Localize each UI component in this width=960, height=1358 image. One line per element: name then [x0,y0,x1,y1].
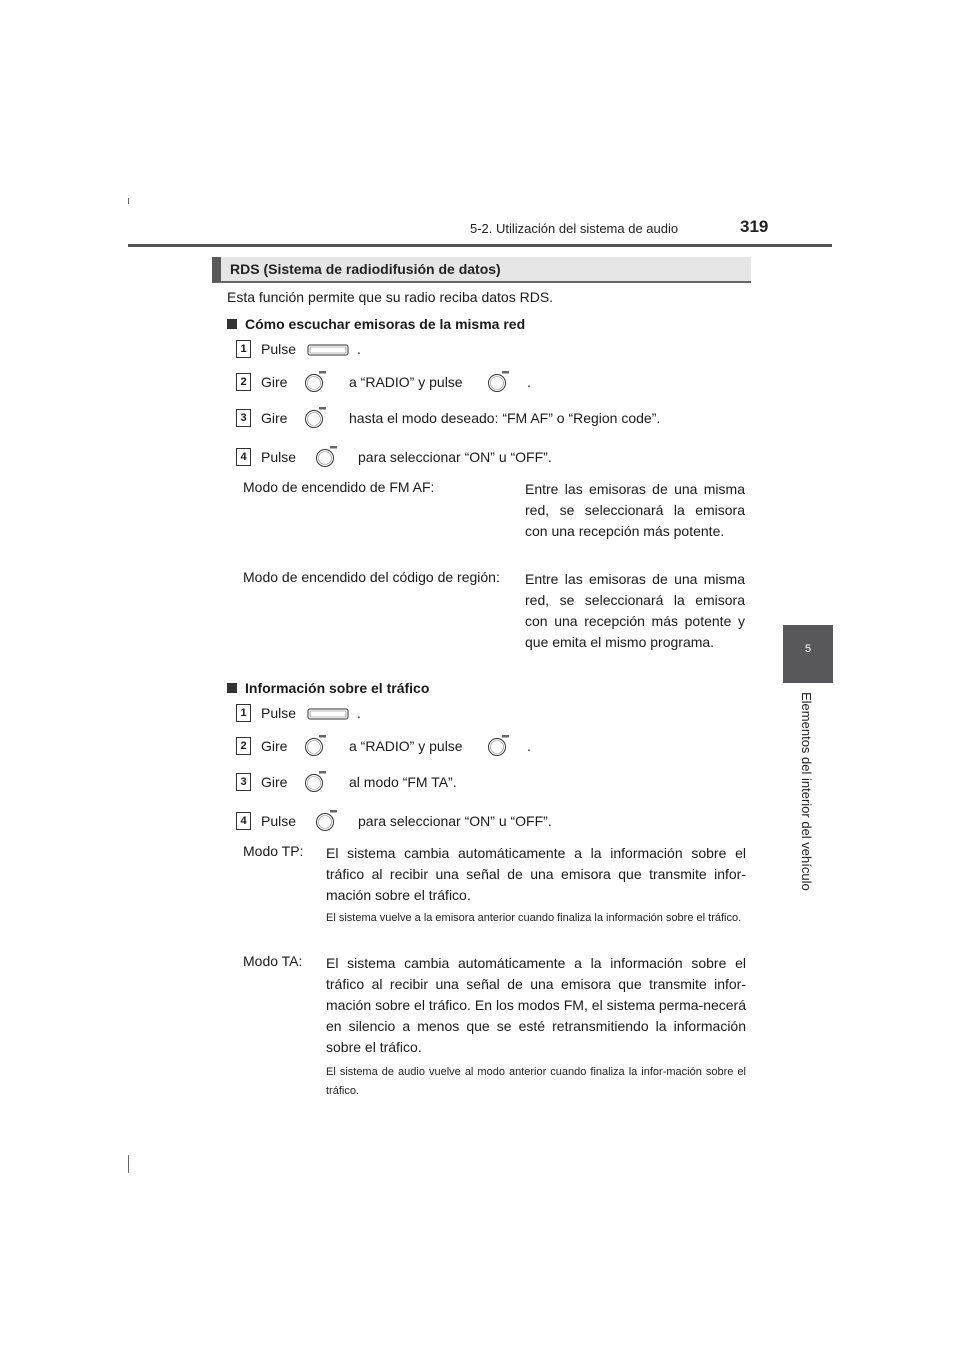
step-text: Gire [261,410,288,426]
step-number: 4 [236,812,251,830]
mode-description: El sistema cambia automáticamente a la información sobre el tráfico al recibir una señal de una emisora que transmite infor-mación sobre el tráfico. [326,845,746,903]
step-item [236,340,756,362]
tune-knob-icon [488,371,510,393]
step-item [236,773,756,795]
step-number: 2 [236,373,251,391]
subsection-title-text: Cómo escuchar emisoras de la misma red [245,316,526,332]
step-text: Gire [261,774,288,790]
step-number: 4 [236,448,251,466]
subsection-title-text: Información sobre el tráfico [245,680,430,696]
square-bullet-icon [227,683,237,693]
chapter-number: 5 [804,643,812,655]
setup-button-icon [307,708,349,720]
crop-mark [128,1155,129,1173]
tune-knob-icon [488,735,510,757]
mode-description: Entre las emisoras de una misma red, se seleccionará la emisora con una recepción más potente y que emita el mismo programa. [525,571,745,650]
chapter-title: Elementos del interior del vehículo [799,692,814,891]
step-text: para seleccionar “ON” u “OFF”. [358,813,552,829]
step-text: al modo “FM TA”. [349,774,457,790]
mode-term: Modo TP: [243,843,304,859]
step-text: Pulse [261,705,297,721]
step-item [236,409,756,431]
subsection-title-network [227,316,525,332]
mode-description: Entre las emisoras de una misma red, se seleccionará la emisora con una recepción más potente. [525,481,745,539]
header-section-title: 5-2. Utilización del sistema de audio [470,221,679,236]
step-text: hasta el modo deseado: “FM AF” o “Region code”. [349,410,661,426]
page-number: 319 [740,217,769,236]
mode-description: El sistema cambia automáticamente a la información sobre el tráfico al recibir una señal de una emisora que transmite infor-mación sobre el tráfico. En los modos FM, el sistema perma-necerá en silencio a menos que se esté retransmitiendo la información sobre el tráfico. [326,955,746,1055]
step-number: 1 [236,704,251,722]
tune-knob-icon [305,407,327,429]
step-number: 3 [236,409,251,427]
intro-text: Esta función permite que su radio reciba datos RDS. [227,289,554,305]
step-text: Gire [261,738,288,754]
step-item [236,373,756,395]
setup-button-icon [307,344,349,356]
tune-knob-icon [305,771,327,793]
tune-knob-icon [305,735,327,757]
step-item [236,812,756,834]
step-number: 2 [236,737,251,755]
step-item [236,448,756,470]
step-text: Gire [261,374,288,390]
step-text: a “RADIO” y pulse [349,374,463,390]
step-text: . [357,705,361,721]
subsection-title-traffic [227,680,429,696]
step-text: Pulse [261,341,297,357]
step-item [236,704,756,726]
step-text: para seleccionar “ON” u “OFF”. [358,449,552,465]
mode-term: Modo TA: [243,953,303,969]
chapter-tab [783,625,833,683]
header-rule [128,244,832,247]
tune-knob-icon [316,810,338,832]
step-text: . [527,738,531,754]
step-text: Pulse [261,449,297,465]
mode-term: Modo de encendido del código de región: [243,569,500,585]
step-text: . [357,341,361,357]
step-number: 3 [236,773,251,791]
mode-term: Modo de encendido de FM AF: [243,479,435,495]
mode-note: El sistema vuelve a la emisora anterior cuando finaliza la información sobre el tráfico. [326,912,742,924]
step-text: Pulse [261,813,297,829]
crop-mark [128,198,129,204]
section-heading-text: RDS (Sistema de radiodifusión de datos) [230,261,501,277]
mode-note: El sistema de audio vuelve al modo anterior cuando finaliza la infor-mación sobre el tráfico. [326,1066,746,1097]
step-item [236,737,756,759]
square-bullet-icon [227,319,237,329]
tune-knob-icon [305,371,327,393]
tune-knob-icon [316,446,338,468]
step-text: a “RADIO” y pulse [349,738,463,754]
section-heading [212,257,751,283]
step-number: 1 [236,340,251,358]
step-text: . [527,374,531,390]
